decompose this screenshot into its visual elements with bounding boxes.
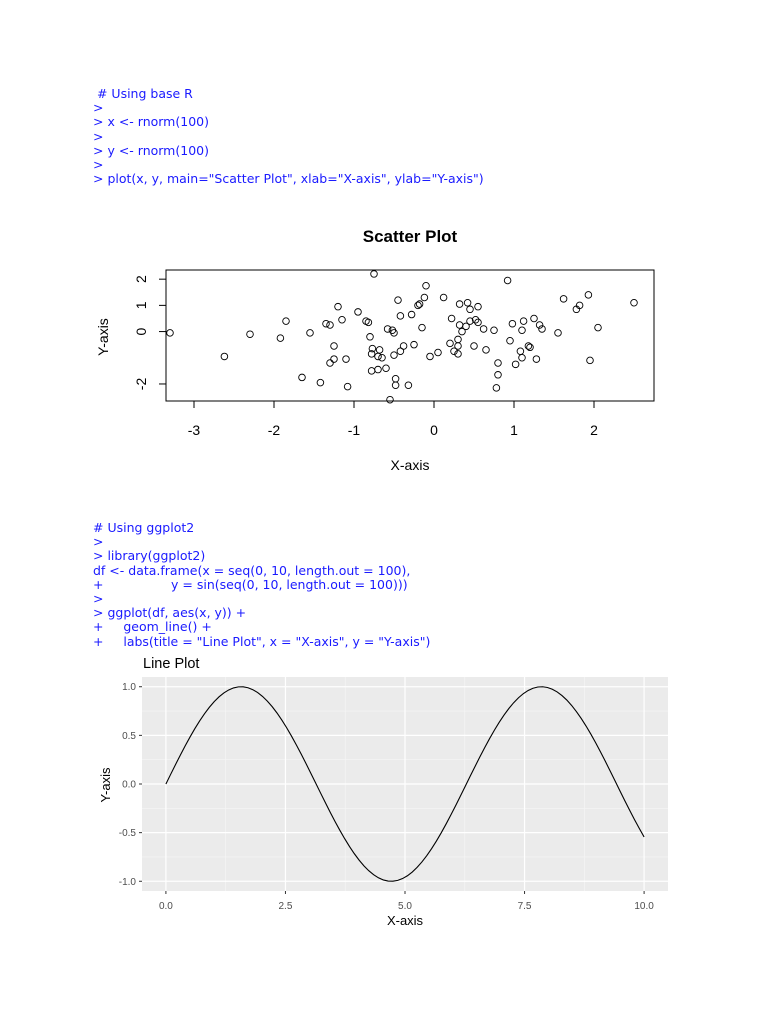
line-y-tick-label: 0.5: [122, 730, 136, 742]
code-line: > ggplot(df, aes(x, y)) +: [93, 605, 247, 621]
code-line: # Using base R: [93, 86, 193, 101]
line-x-tick-label: 2.5: [278, 901, 293, 912]
line-y-tick-label: 0.0: [122, 779, 136, 791]
scatter-x-tick-label: -2: [267, 422, 281, 438]
line-y-axis-label: Y-axis: [98, 767, 113, 803]
code-line: > x <- rnorm(100): [93, 114, 209, 130]
code-line: >: [93, 157, 104, 173]
code-line: > library(ggplot2): [93, 548, 206, 564]
line-x-tick-label: 5.0: [398, 901, 412, 912]
line-x-tick-label: 10.0: [634, 901, 654, 912]
code-line: > y <- rnorm(100): [93, 142, 209, 158]
scatter-x-axis-label: X-axis: [390, 457, 430, 473]
line-y-tick-label: 1.0: [122, 682, 136, 694]
code-line: > plot(x, y, main="Scatter Plot", xlab="X-axis", ylab="Y-axis"): [93, 171, 484, 187]
scatter-x-tick-label: -3: [187, 422, 201, 438]
scatter-y-axis-label: Y-axis: [95, 318, 111, 356]
code-line: # Using ggplot2: [93, 520, 195, 535]
scatter-x-tick-label: 0: [430, 422, 438, 438]
code-line: >: [93, 128, 104, 144]
scatter-x-tick-label: -1: [347, 422, 361, 438]
code-line: >: [93, 100, 104, 116]
scatter-y-tick-label: 1: [133, 301, 149, 310]
scatter-x-tick-label: 2: [590, 422, 598, 438]
line-y-tick-label: -0.5: [118, 828, 136, 840]
scatter-title: Scatter Plot: [362, 227, 458, 246]
code-line: >: [93, 591, 104, 607]
code-line: + labs(title = "Line Plot", x = "X-axis", y = "Y-axis"): [93, 633, 431, 649]
line-x-tick-label: 0.0: [158, 901, 173, 912]
line-title: Line Plot: [143, 656, 200, 672]
code-line: + y = sin(seq(0, 10, length.out = 100))): [93, 576, 408, 592]
code-line: df <- data.frame(x = seq(0, 10, length.out = 100),: [93, 562, 411, 578]
scatter-y-tick-label: -2: [133, 377, 149, 391]
scatter-y-tick-label: 0: [133, 327, 149, 336]
line-y-tick-label: -1.0: [118, 876, 136, 888]
line-x-tick-label: 7.5: [517, 901, 532, 912]
scatter-y-tick-label: 2: [133, 275, 149, 284]
code-line: >: [93, 534, 104, 550]
code-line: + geom_line() +: [93, 619, 212, 635]
scatter-x-tick-label: 1: [510, 422, 518, 438]
line-x-axis-label: X-axis: [386, 913, 424, 928]
